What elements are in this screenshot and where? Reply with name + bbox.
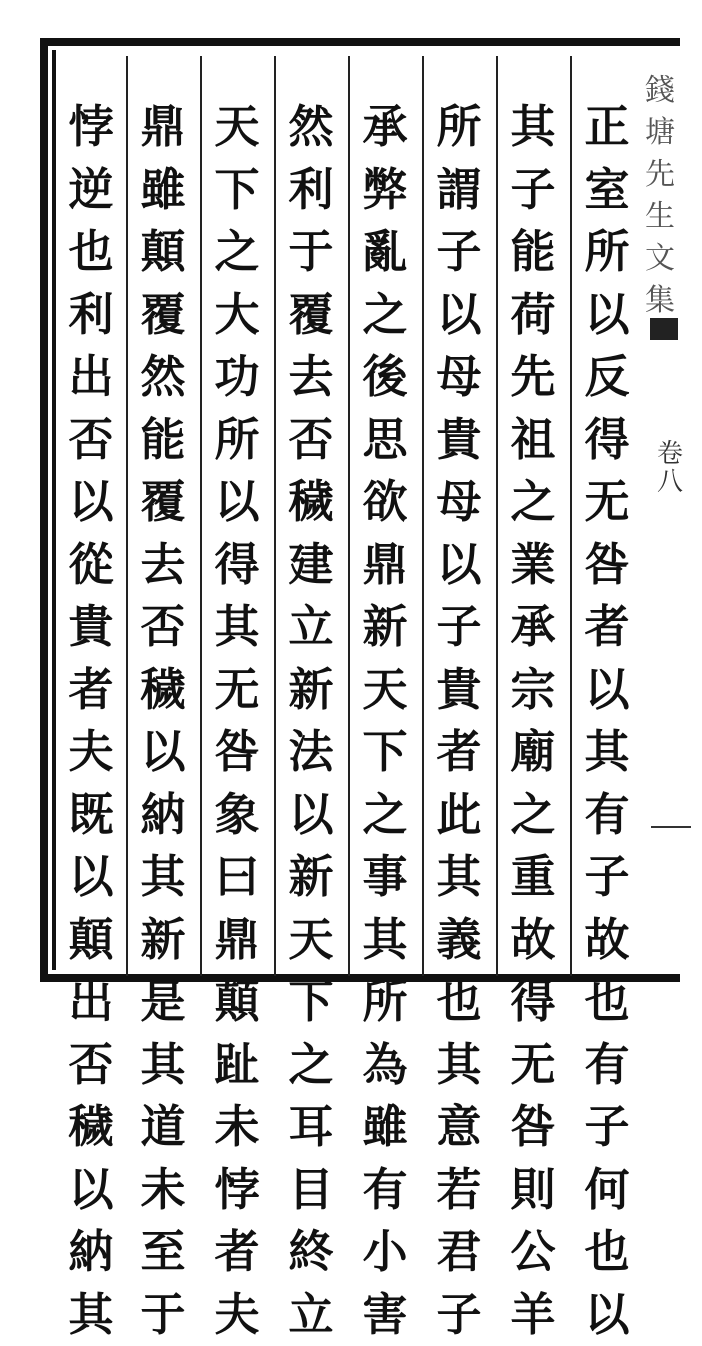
text-column-3 [428, 96, 490, 976]
glyph: 立 [280, 1284, 342, 1346]
glyph: 去 [280, 346, 342, 409]
glyph: 否 [60, 409, 122, 472]
margin-volume-label [650, 440, 690, 496]
glyph: 事 [354, 846, 416, 909]
glyph: 其 [428, 1034, 490, 1097]
glyph: 得 [502, 971, 564, 1034]
glyph: 穢 [60, 1096, 122, 1159]
text-column-5 [280, 96, 342, 976]
glyph: 然 [132, 346, 194, 409]
glyph: 出 [60, 971, 122, 1034]
glyph: 象 [206, 784, 268, 847]
glyph: 貴 [428, 409, 490, 472]
glyph: 以 [428, 534, 490, 597]
glyph: 以 [132, 721, 194, 784]
glyph: 覆 [132, 284, 194, 347]
glyph: 先 [502, 346, 564, 409]
glyph: 夫 [60, 721, 122, 784]
glyph: 覆 [280, 284, 342, 347]
glyph: 于 [132, 1284, 194, 1346]
glyph: 君 [428, 1221, 490, 1284]
glyph: 也 [60, 221, 122, 284]
margin-book-title [640, 70, 680, 322]
glyph: 新 [280, 659, 342, 722]
margin-glyph: 生 [645, 196, 675, 238]
glyph: 所 [576, 221, 638, 284]
margin-glyph: 塘 [645, 112, 675, 154]
glyph: 雖 [132, 159, 194, 222]
glyph: 廟 [502, 721, 564, 784]
glyph: 亂 [354, 221, 416, 284]
glyph: 趾 [206, 1034, 268, 1097]
glyph: 承 [354, 96, 416, 159]
text-column-4 [354, 96, 416, 976]
text-column-1 [576, 96, 638, 976]
text-column-8 [60, 96, 122, 976]
glyph: 得 [206, 534, 268, 597]
glyph: 下 [280, 971, 342, 1034]
glyph: 室 [576, 159, 638, 222]
glyph: 也 [428, 971, 490, 1034]
glyph: 利 [60, 284, 122, 347]
glyph: 母 [428, 346, 490, 409]
glyph: 所 [354, 971, 416, 1034]
glyph: 謂 [428, 159, 490, 222]
glyph: 其 [502, 96, 564, 159]
glyph: 者 [428, 721, 490, 784]
glyph: 之 [354, 284, 416, 347]
glyph: 立 [280, 596, 342, 659]
glyph: 能 [132, 409, 194, 472]
glyph: 穢 [132, 659, 194, 722]
glyph: 納 [60, 1221, 122, 1284]
glyph: 夫 [206, 1284, 268, 1346]
glyph: 鼎 [132, 96, 194, 159]
glyph: 利 [280, 159, 342, 222]
glyph: 耳 [280, 1096, 342, 1159]
glyph: 穢 [280, 471, 342, 534]
glyph: 終 [280, 1221, 342, 1284]
margin-glyph: 文 [645, 238, 675, 280]
glyph: 也 [576, 971, 638, 1034]
glyph: 者 [576, 596, 638, 659]
glyph: 是 [132, 971, 194, 1034]
column-divider [348, 56, 350, 976]
glyph: 害 [354, 1284, 416, 1346]
glyph: 否 [60, 1034, 122, 1097]
glyph: 以 [280, 784, 342, 847]
glyph: 以 [206, 471, 268, 534]
text-column-6 [206, 96, 268, 976]
glyph: 子 [502, 159, 564, 222]
glyph: 子 [428, 1284, 490, 1346]
glyph: 既 [60, 784, 122, 847]
glyph: 于 [280, 221, 342, 284]
margin-tick [651, 826, 691, 828]
margin-glyph: 先 [645, 154, 675, 196]
glyph: 公 [502, 1221, 564, 1284]
glyph: 之 [206, 221, 268, 284]
glyph: 其 [206, 596, 268, 659]
glyph: 重 [502, 846, 564, 909]
glyph: 承 [502, 596, 564, 659]
glyph: 然 [280, 96, 342, 159]
glyph: 咎 [206, 721, 268, 784]
glyph: 顛 [206, 971, 268, 1034]
glyph: 有 [576, 784, 638, 847]
glyph: 其 [132, 1034, 194, 1097]
text-column-7 [132, 96, 194, 976]
column-divider [496, 56, 498, 976]
glyph: 顛 [60, 909, 122, 972]
margin-glyph: 集 [645, 280, 675, 322]
glyph: 之 [502, 471, 564, 534]
glyph: 子 [428, 596, 490, 659]
column-divider [422, 56, 424, 976]
glyph: 未 [132, 1159, 194, 1222]
glyph: 无 [576, 471, 638, 534]
glyph: 无 [206, 659, 268, 722]
glyph: 所 [428, 96, 490, 159]
glyph: 則 [502, 1159, 564, 1222]
glyph: 為 [354, 1034, 416, 1097]
glyph: 宗 [502, 659, 564, 722]
glyph: 者 [60, 659, 122, 722]
glyph: 悖 [206, 1159, 268, 1222]
glyph: 覆 [132, 471, 194, 534]
glyph: 以 [60, 846, 122, 909]
glyph: 逆 [60, 159, 122, 222]
glyph: 欲 [354, 471, 416, 534]
glyph: 所 [206, 409, 268, 472]
glyph: 功 [206, 346, 268, 409]
glyph: 後 [354, 346, 416, 409]
glyph: 新 [132, 909, 194, 972]
glyph: 何 [576, 1159, 638, 1222]
margin-glyph: 八 [657, 468, 683, 496]
glyph: 雖 [354, 1096, 416, 1159]
margin-glyph: 錢 [645, 70, 675, 112]
glyph: 若 [428, 1159, 490, 1222]
glyph: 否 [280, 409, 342, 472]
glyph: 其 [132, 846, 194, 909]
glyph: 新 [280, 846, 342, 909]
glyph: 未 [206, 1096, 268, 1159]
glyph: 祖 [502, 409, 564, 472]
glyph: 義 [428, 909, 490, 972]
glyph: 否 [132, 596, 194, 659]
glyph: 以 [576, 659, 638, 722]
glyph: 其 [60, 1284, 122, 1346]
glyph: 小 [354, 1221, 416, 1284]
glyph: 能 [502, 221, 564, 284]
glyph: 之 [502, 784, 564, 847]
glyph: 羊 [502, 1284, 564, 1346]
glyph: 貴 [60, 596, 122, 659]
glyph: 意 [428, 1096, 490, 1159]
glyph: 荷 [502, 284, 564, 347]
glyph: 得 [576, 409, 638, 472]
fish-tail-mark [650, 318, 678, 340]
glyph: 之 [354, 784, 416, 847]
text-column-2 [502, 96, 564, 976]
glyph: 貴 [428, 659, 490, 722]
glyph: 咎 [576, 534, 638, 597]
glyph: 有 [576, 1034, 638, 1097]
glyph: 業 [502, 534, 564, 597]
glyph: 故 [502, 909, 564, 972]
glyph: 其 [354, 909, 416, 972]
glyph: 其 [428, 846, 490, 909]
glyph: 此 [428, 784, 490, 847]
glyph: 之 [280, 1034, 342, 1097]
glyph: 以 [60, 1159, 122, 1222]
column-divider [570, 56, 572, 976]
glyph: 去 [132, 534, 194, 597]
glyph: 法 [280, 721, 342, 784]
glyph: 出 [60, 346, 122, 409]
glyph: 反 [576, 346, 638, 409]
glyph: 鼎 [206, 909, 268, 972]
glyph: 以 [428, 284, 490, 347]
glyph: 下 [354, 721, 416, 784]
glyph: 悖 [60, 96, 122, 159]
glyph: 咎 [502, 1096, 564, 1159]
glyph: 目 [280, 1159, 342, 1222]
margin-glyph: 卷 [657, 440, 683, 468]
glyph: 道 [132, 1096, 194, 1159]
glyph: 者 [206, 1221, 268, 1284]
glyph: 也 [576, 1221, 638, 1284]
glyph: 子 [428, 221, 490, 284]
glyph: 顛 [132, 221, 194, 284]
glyph: 下 [206, 159, 268, 222]
glyph: 正 [576, 96, 638, 159]
glyph: 納 [132, 784, 194, 847]
glyph: 至 [132, 1221, 194, 1284]
glyph: 以 [576, 1284, 638, 1346]
glyph: 子 [576, 846, 638, 909]
glyph: 新 [354, 596, 416, 659]
column-divider [274, 56, 276, 976]
glyph: 天 [354, 659, 416, 722]
glyph: 弊 [354, 159, 416, 222]
glyph: 有 [354, 1159, 416, 1222]
glyph: 思 [354, 409, 416, 472]
column-divider [126, 56, 128, 976]
glyph: 鼎 [354, 534, 416, 597]
glyph: 大 [206, 284, 268, 347]
glyph: 天 [280, 909, 342, 972]
glyph: 從 [60, 534, 122, 597]
glyph: 母 [428, 471, 490, 534]
glyph: 建 [280, 534, 342, 597]
glyph: 曰 [206, 846, 268, 909]
glyph: 天 [206, 96, 268, 159]
glyph: 以 [576, 284, 638, 347]
glyph: 以 [60, 471, 122, 534]
glyph: 故 [576, 909, 638, 972]
glyph: 子 [576, 1096, 638, 1159]
inner-border-rule [52, 50, 56, 970]
column-divider [200, 56, 202, 976]
glyph: 其 [576, 721, 638, 784]
glyph: 无 [502, 1034, 564, 1097]
